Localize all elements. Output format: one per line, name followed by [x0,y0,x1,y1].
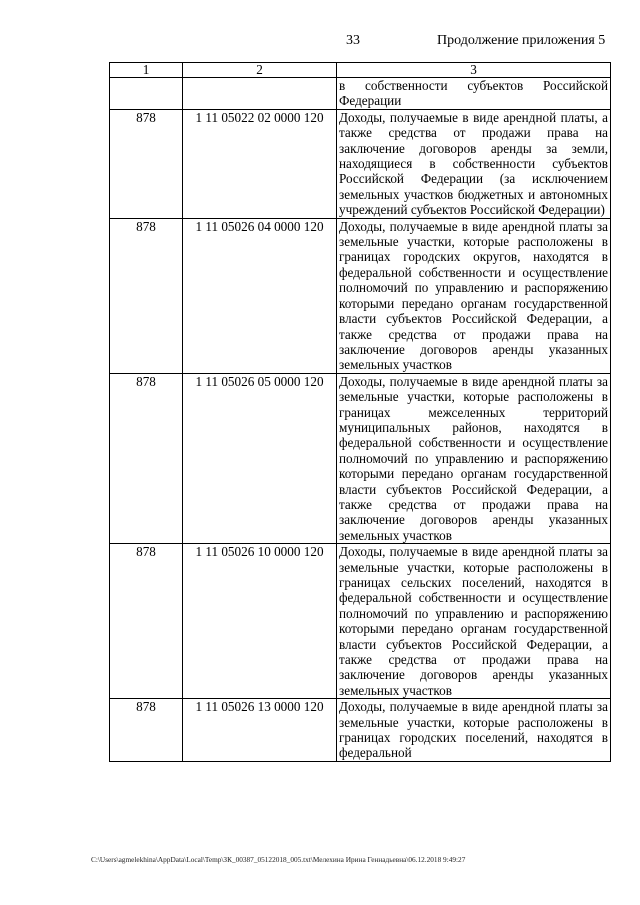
admin-code-cell: 878 [110,109,183,218]
admin-code-cell: 878 [110,699,183,762]
column-header: 2 [183,63,337,78]
table-row [110,544,611,699]
revenue-name-cell: Доходы, получаемые в виде арендной платы за земельные участки, которые расположены в границах городских поселений, находятся в федеральной [337,699,611,762]
admin-code-cell: 878 [110,373,183,543]
continuation-label: Продолжение приложения 5 [437,33,606,48]
budget-code-cell: 1 11 05022 02 0000 120 [183,109,337,218]
table-row [110,218,611,373]
table-row [110,373,611,543]
admin-code-cell: 878 [110,544,183,699]
page-number: 33 [346,33,360,48]
budget-code-cell: 1 11 05026 13 0000 120 [183,699,337,762]
revenue-name-cell: в собственности субъектов Российской Федерации [337,78,611,110]
budget-code-cell: 1 11 05026 10 0000 120 [183,544,337,699]
column-header: 1 [110,63,183,78]
table-row [110,699,611,762]
table-row [110,109,611,218]
admin-code-cell: 878 [110,218,183,373]
revenue-table [109,62,611,762]
footer-file-path: C:\Users\agmelekhina\AppData\Local\Temp\ЗК_00387_05122018_005.txt\Мелехина Ирина Геннадьевна\06.12.2018 9:49:27 [91,855,466,864]
table-row [110,78,611,110]
budget-code-cell: 1 11 05026 04 0000 120 [183,218,337,373]
table-header-row [110,63,611,78]
budget-code-cell: 1 11 05026 05 0000 120 [183,373,337,543]
revenue-name-cell: Доходы, получаемые в виде арендной платы за земельные участки, которые расположены в границах городских округов, находятся в федеральной собственности и осуществление полномочий по управлению и распоряжению которыми передано органам государственной власти субъектов Российской Федерации, а также средства от продажи права на заключение договоров аренды указанных земельных участков [337,218,611,373]
revenue-name-cell: Доходы, получаемые в виде арендной платы за земельные участки, которые расположены в границах межселенных территорий муниципальных районов, находятся в федеральной собственности и осуществление полномочий по управлению и распоряжению которыми передано органам государственной власти субъектов Российской Федерации, а также средства от продажи права на заключение договоров аренды указанных земельных участков [337,373,611,543]
admin-code-cell [110,78,183,110]
revenue-name-cell: Доходы, получаемые в виде арендной платы, а также средства от продажи права на заключение договоров аренды за земли, находящиеся в собственности субъектов Российской Федерации (за исключением земельных участков бюджетных и автономных учреждений субъектов Российской Федерации) [337,109,611,218]
budget-code-cell [183,78,337,110]
revenue-name-cell: Доходы, получаемые в виде арендной платы за земельные участки, которые расположены в границах сельских поселений, находятся в федеральной собственности и осуществление полномочий по управлению и распоряжению которыми передано органам государственной власти субъектов Российской Федерации, а также средства от продажи права на заключение договоров аренды указанных земельных участков [337,544,611,699]
column-header: 3 [337,63,611,78]
